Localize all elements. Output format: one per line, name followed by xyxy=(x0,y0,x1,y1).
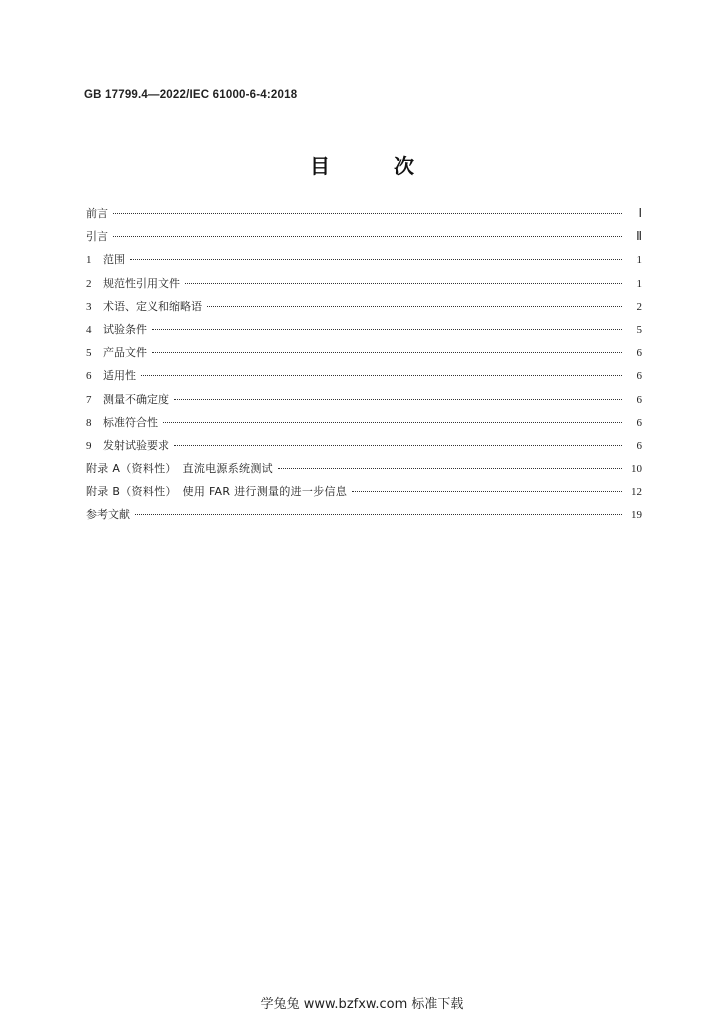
toc-entry-page: 10 xyxy=(631,463,642,476)
toc-entry-page: 6 xyxy=(636,370,642,383)
toc-entry-page: 6 xyxy=(636,439,642,452)
toc-entry-number: 1 xyxy=(86,254,92,267)
toc-leader-dots xyxy=(207,306,622,307)
toc-entry[interactable] xyxy=(86,391,642,414)
toc-entry[interactable] xyxy=(86,414,642,437)
page-title: 目 次 xyxy=(310,154,436,178)
toc-entry-label: 范围 xyxy=(103,253,125,267)
toc-entry-label: 适用性 xyxy=(103,369,136,383)
toc-entry-label: 产品文件 xyxy=(103,346,147,360)
toc-entry-label: 引言 xyxy=(86,230,108,244)
toc-leader-dots xyxy=(141,375,622,376)
toc-entry-page: Ⅱ xyxy=(636,229,642,244)
toc-entry-label: 参考文献 xyxy=(86,508,130,522)
toc-leader-dots xyxy=(278,468,622,469)
toc-leader-dots xyxy=(352,491,622,492)
toc-entry-page: 2 xyxy=(636,300,642,313)
toc-leader-dots xyxy=(163,422,622,423)
toc-entry[interactable] xyxy=(86,506,642,529)
toc-entry-number: 3 xyxy=(86,300,92,313)
toc-entry-label: 附录 B（资料性） 使用 FAR 进行测量的进一步信息 xyxy=(86,485,348,499)
footer-watermark: 学兔兔 www.bzfxw.com 标准下载 xyxy=(260,997,464,1012)
toc-entry[interactable] xyxy=(86,437,642,460)
toc-entry[interactable] xyxy=(86,367,642,390)
toc-entry-page: 5 xyxy=(636,323,642,336)
toc-leader-dots xyxy=(113,236,622,237)
toc-leader-dots xyxy=(185,283,622,284)
toc-entry-number: 8 xyxy=(86,416,92,429)
toc-entry-page: 12 xyxy=(631,486,642,499)
toc-leader-dots xyxy=(113,213,622,214)
toc-leader-dots xyxy=(130,259,622,260)
standard-code-header: GB 17799.4—2022/IEC 61000-6-4:2018 xyxy=(84,89,298,101)
toc-entry-page: 6 xyxy=(636,416,642,429)
toc-entry-page: 19 xyxy=(631,509,642,522)
toc-entry[interactable] xyxy=(86,460,642,483)
toc-entry[interactable] xyxy=(86,205,642,228)
toc-entry-label: 试验条件 xyxy=(103,322,147,336)
toc-entry-label: 规范性引用文件 xyxy=(103,276,180,290)
toc-entry[interactable] xyxy=(86,483,642,506)
toc-entry-page: 1 xyxy=(636,254,642,267)
toc-entry-label: 测量不确定度 xyxy=(103,392,169,406)
toc-leader-dots xyxy=(152,329,622,330)
toc-entry-number: 5 xyxy=(86,347,92,360)
toc-entry[interactable] xyxy=(86,275,642,298)
toc-entry-label: 发射试验要求 xyxy=(103,438,169,452)
toc-entry-page: 1 xyxy=(636,277,642,290)
toc-entry-label: 标准符合性 xyxy=(103,415,158,429)
toc-entry-number: 6 xyxy=(86,370,92,383)
toc-entry[interactable] xyxy=(86,298,642,321)
toc-leader-dots xyxy=(174,445,622,446)
toc-entry[interactable] xyxy=(86,321,642,344)
toc-entry-number: 2 xyxy=(86,277,92,290)
toc-leader-dots xyxy=(174,399,622,400)
toc-entry-number: 7 xyxy=(86,393,92,406)
toc-entry[interactable] xyxy=(86,251,642,274)
toc-entry-number: 4 xyxy=(86,323,92,336)
toc-entry-label: 术语、定义和缩略语 xyxy=(103,299,202,313)
toc-entry-page: Ⅰ xyxy=(638,206,642,220)
toc-leader-dots xyxy=(152,352,622,353)
toc-entry-label: 前言 xyxy=(86,207,108,220)
table-of-contents xyxy=(86,205,642,530)
toc-entry[interactable] xyxy=(86,344,642,367)
toc-entry-number: 9 xyxy=(86,439,92,452)
toc-entry[interactable] xyxy=(86,228,642,251)
toc-entry-page: 6 xyxy=(636,347,642,360)
toc-entry-label: 附录 A（资料性） 直流电源系统测试 xyxy=(86,462,273,476)
toc-leader-dots xyxy=(135,514,622,515)
toc-entry-page: 6 xyxy=(636,393,642,406)
